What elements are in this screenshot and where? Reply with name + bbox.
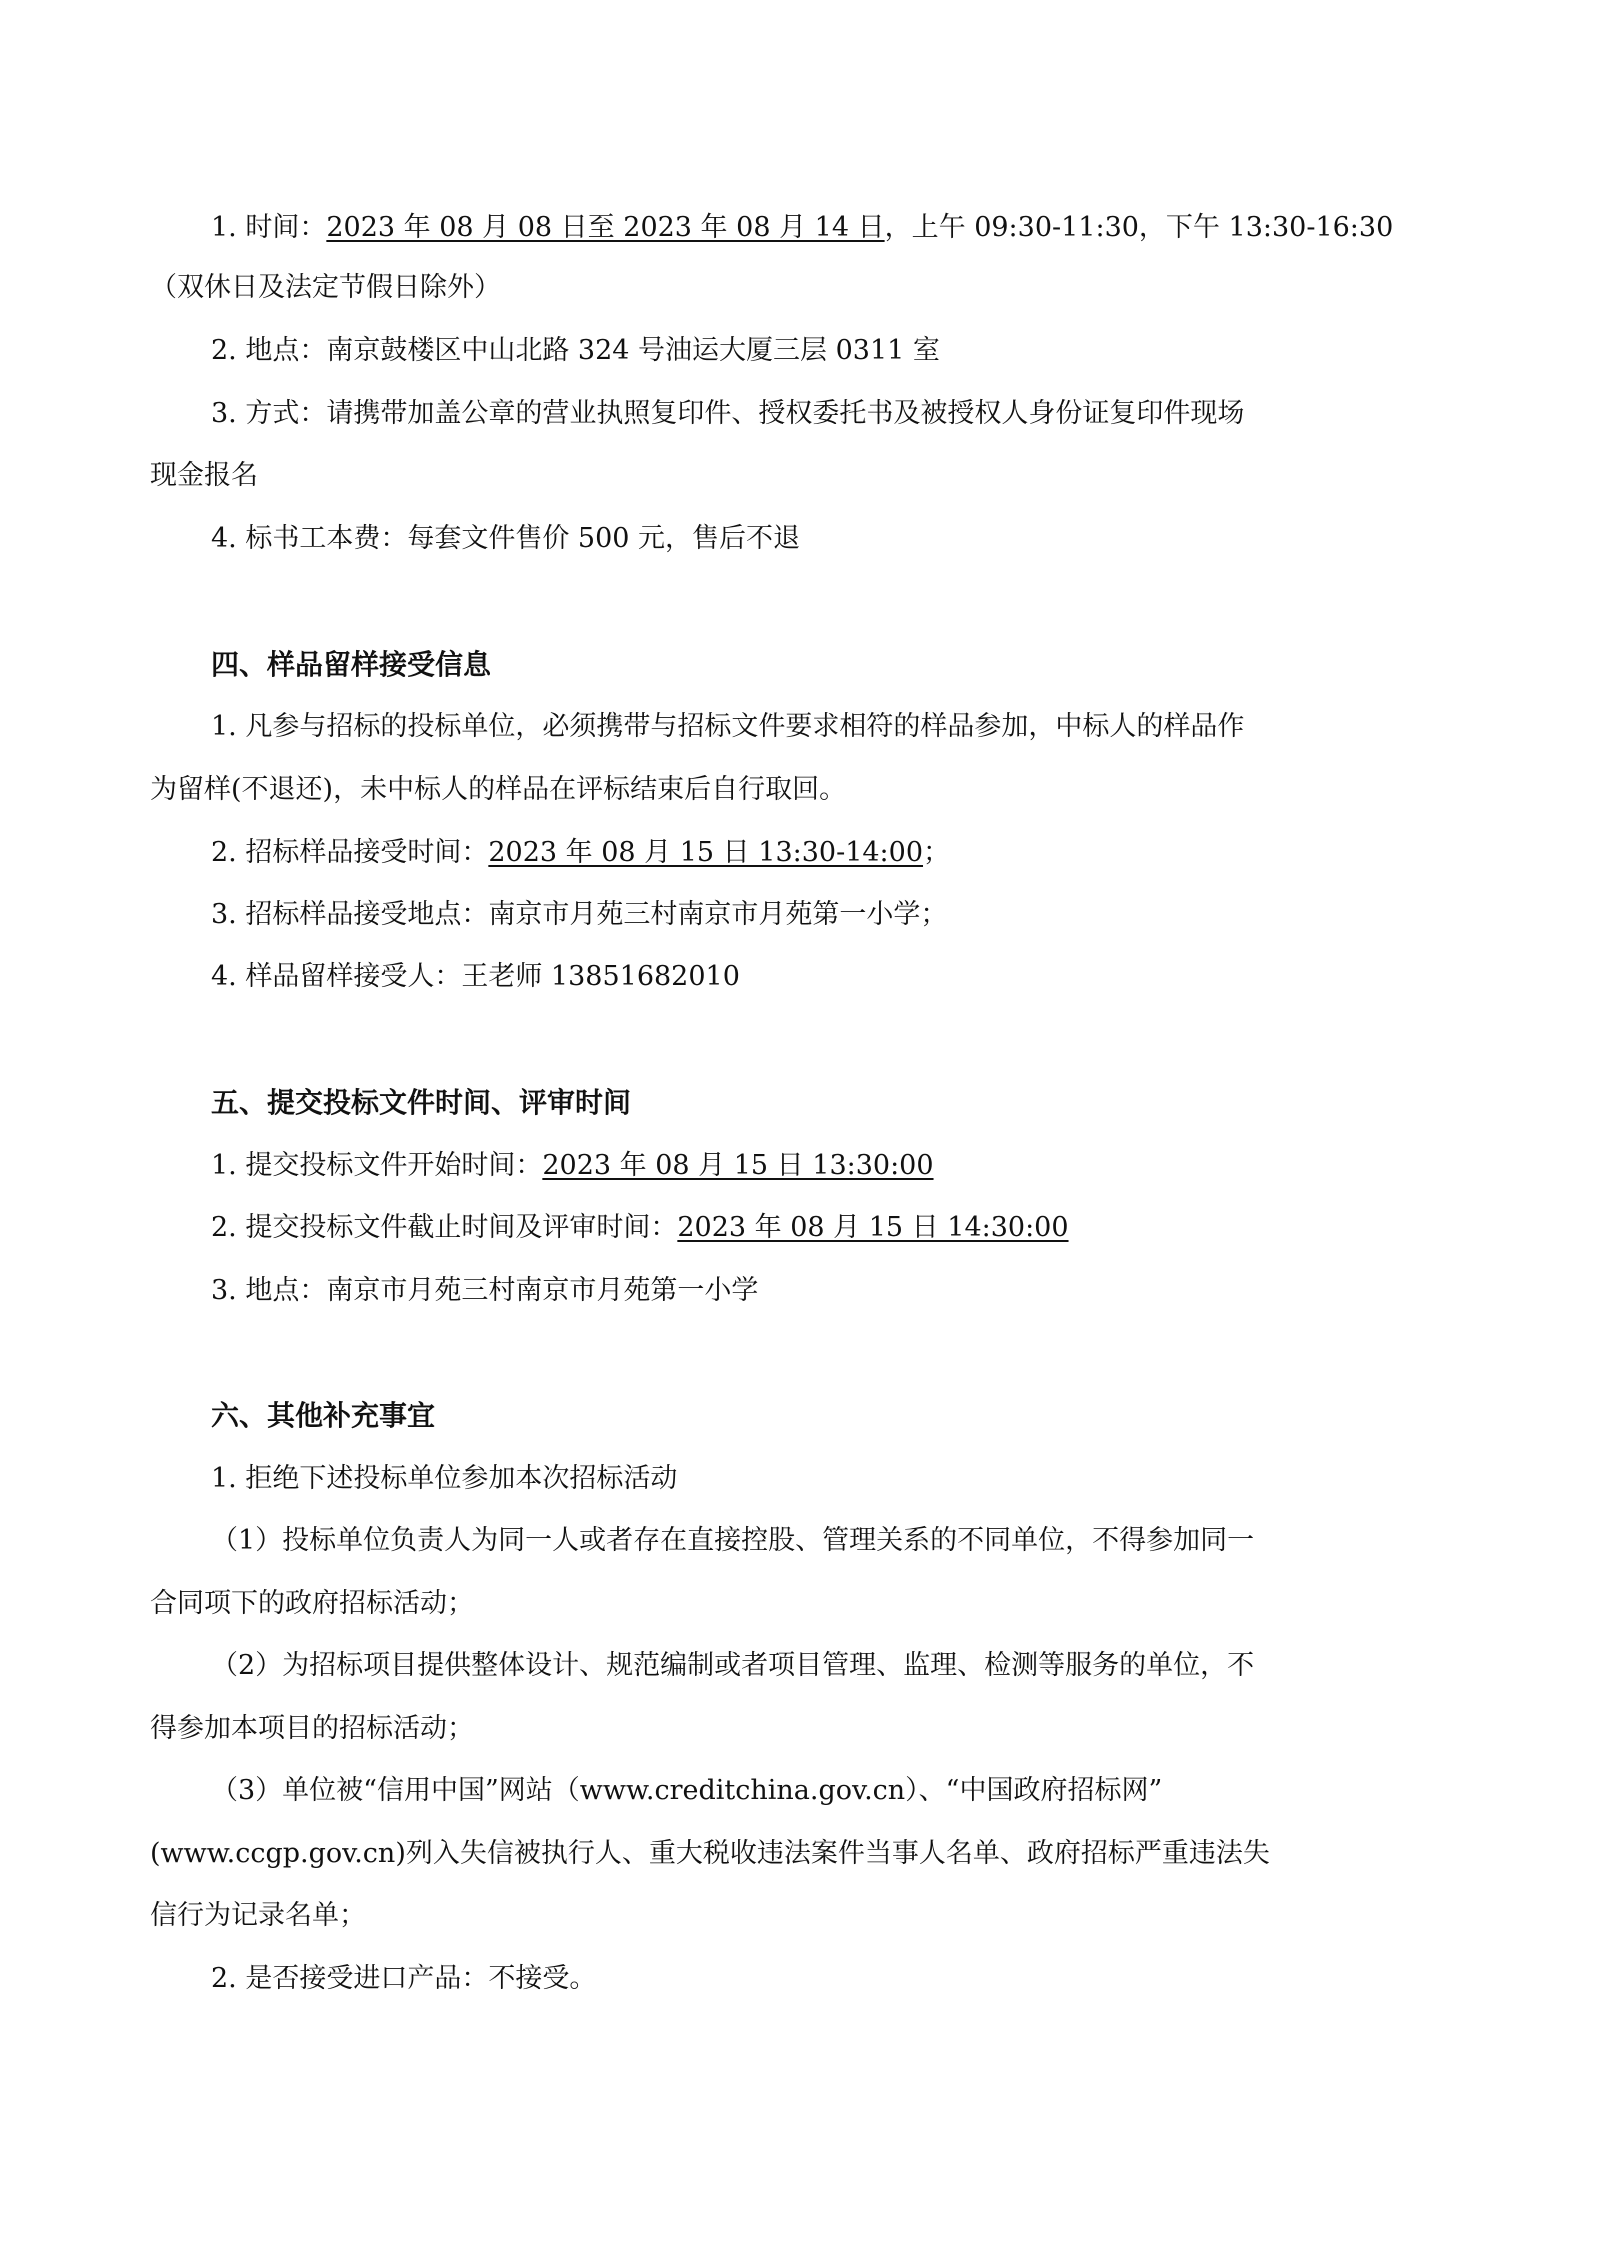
s6-item2: 2. 是否接受进口产品：不接受。 xyxy=(211,1963,597,1994)
s5-item1-value: 2023 年 08 月 15 日 13:30:00 xyxy=(542,1150,934,1181)
s4-item2-prefix: 2. 招标样品接受时间： xyxy=(211,837,489,868)
s5-item2-prefix: 2. 提交投标文件截止时间及评审时间： xyxy=(211,1212,678,1243)
s6-sub2-cont: 得参加本项目的招标活动； xyxy=(150,1713,474,1744)
method-line: 3. 方式：请携带加盖公章的营业执照复印件、授权委托书及被授权人身份证复印件现场 xyxy=(211,398,1245,429)
s6-sub2: （2）为招标项目提供整体设计、规范编制或者项目管理、监理、检测等服务的单位，不 xyxy=(211,1650,1255,1681)
s5-item2-value: 2023 年 08 月 15 日 14:30:00 xyxy=(677,1212,1069,1243)
s6-sub3: （3）单位被“信用中国”网站（www.creditchina.gov.cn）、“中国政府招标网” xyxy=(211,1775,1163,1806)
s4-item1: 1. 凡参与招标的投标单位，必须携带与招标文件要求相符的样品参加，中标人的样品作 xyxy=(211,711,1245,742)
s4-item1-cont: 为留样(不退还)，未中标人的样品在评标结束后自行取回。 xyxy=(150,774,847,805)
s6-item1: 1. 拒绝下述投标单位参加本次招标活动 xyxy=(211,1463,678,1494)
time-cont: （双休日及法定节假日除外） xyxy=(150,272,501,303)
s6-sub1-cont: 合同项下的政府招标活动； xyxy=(150,1588,474,1619)
s6-sub1: （1）投标单位负责人为同一人或者存在直接控股、管理关系的不同单位，不得参加同一 xyxy=(211,1525,1255,1556)
time-line xyxy=(211,208,1393,248)
section5-heading: 五、提交投标文件时间、评审时间 xyxy=(211,1086,632,1119)
s5-item1 xyxy=(211,1146,934,1186)
s4-item2-value: 2023 年 08 月 15 日 13:30-14:00 xyxy=(488,837,924,868)
s6-sub3-cont1: (www.ccgp.gov.cn)列入失信被执行人、重大税收违法案件当事人名单、政府招标严重违法失 xyxy=(150,1838,1270,1869)
place-line: 2. 地点：南京鼓楼区中山北路 324 号油运大厦三层 0311 室 xyxy=(211,335,940,366)
time-prefix: 1. 时间： xyxy=(211,212,327,243)
time-dates: 2023 年 08 月 08 日至 2023 年 08 月 14 日 xyxy=(326,212,885,243)
s6-sub3-cont2: 信行为记录名单； xyxy=(150,1900,366,1931)
fee-line: 4. 标书工本费：每套文件售价 500 元，售后不退 xyxy=(211,523,801,554)
s5-item1-prefix: 1. 提交投标文件开始时间： xyxy=(211,1150,543,1181)
s4-item2 xyxy=(211,833,950,873)
method-cont: 现金报名 xyxy=(150,460,258,491)
s4-item4: 4. 样品留样接受人：王老师 13851682010 xyxy=(211,961,740,992)
s5-item2 xyxy=(211,1208,1069,1248)
s5-item3: 3. 地点：南京市月苑三村南京市月苑第一小学 xyxy=(211,1275,759,1306)
section4-heading: 四、样品留样接受信息 xyxy=(211,648,492,681)
time-suffix: ，上午 09:30-11:30，下午 13:30-16:30 xyxy=(884,212,1394,243)
s4-item3: 3. 招标样品接受地点：南京市月苑三村南京市月苑第一小学； xyxy=(211,899,948,930)
s4-item2-suffix: ； xyxy=(923,837,951,868)
section6-heading: 六、其他补充事宜 xyxy=(211,1399,436,1432)
